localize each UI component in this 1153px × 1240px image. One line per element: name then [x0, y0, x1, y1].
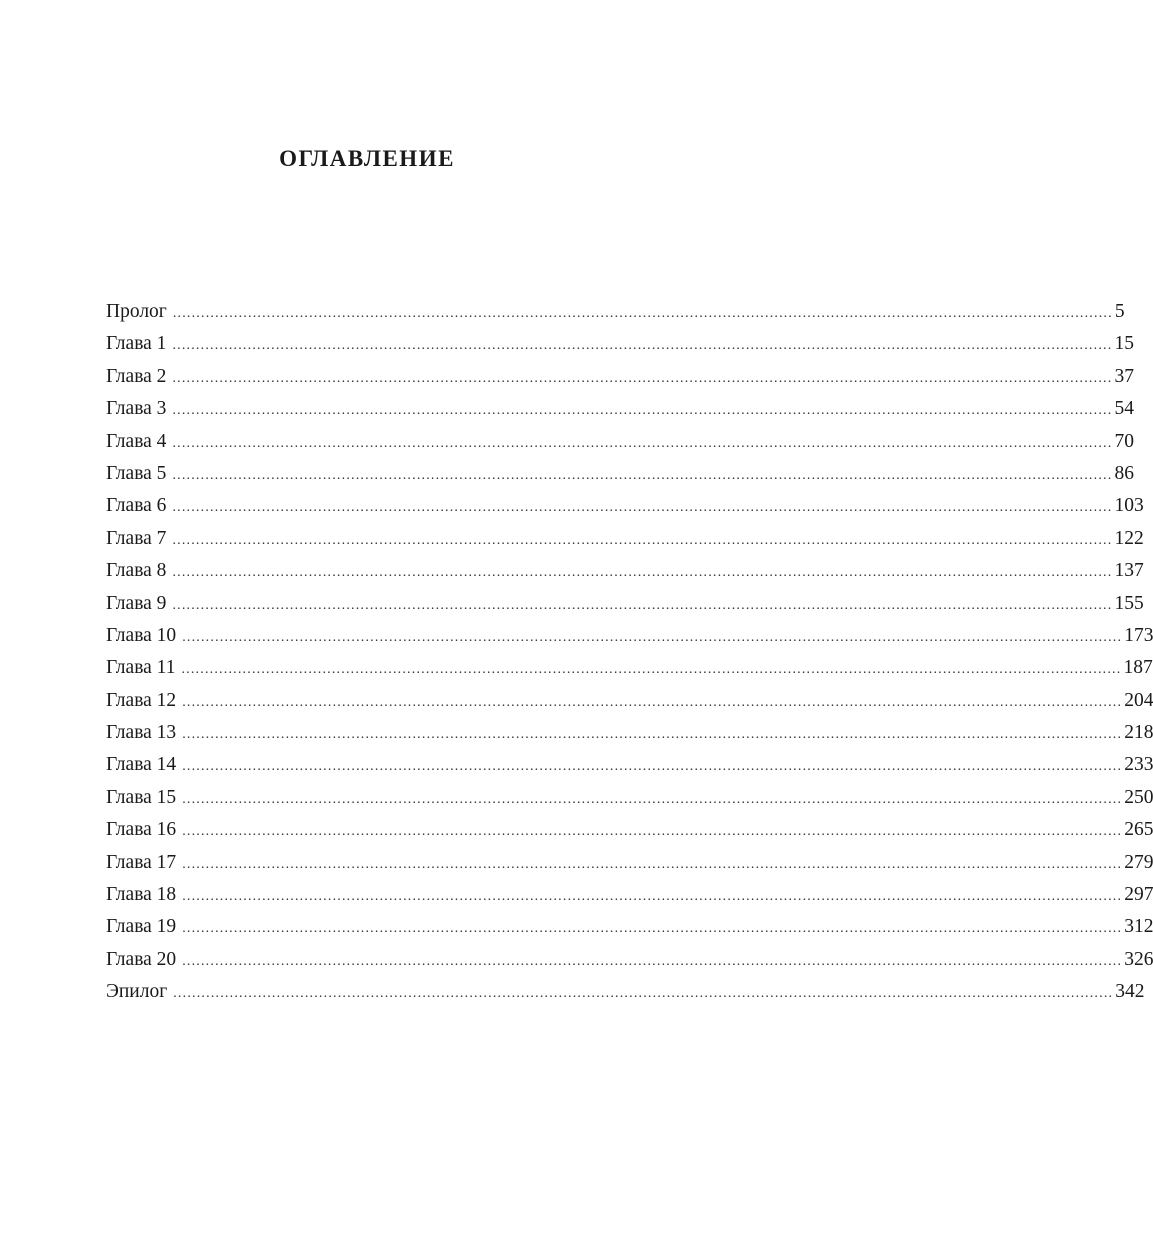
toc-entry-label: Глава 16: [106, 819, 177, 841]
dot-leader: ........................................................................................................................................................................................................: [182, 629, 1123, 645]
toc-entry-label: Глава 10: [106, 624, 177, 646]
toc-entry-page: 155: [1114, 592, 1144, 614]
toc-entry-label: Глава 3: [106, 398, 167, 420]
dot-leader: ........................................................................................................................................................................................................: [182, 694, 1123, 710]
toc-entry[interactable]: [106, 296, 1125, 328]
toc-entry-label: Глава 8: [106, 560, 167, 582]
toc-entry-label: Глава 6: [106, 495, 167, 517]
dot-leader: ........................................................................................................................................................................................................: [182, 953, 1123, 969]
toc-entry[interactable]: [106, 749, 1153, 781]
dot-leader: ........................................................................................................................................................................................................: [182, 727, 1123, 743]
page-title: ОГЛАВЛЕНИЕ: [279, 146, 455, 171]
toc-entry[interactable]: [106, 685, 1153, 717]
dot-leader: ........................................................................................................................................................................................................: [182, 889, 1123, 905]
toc-entry-page: 103: [1114, 495, 1144, 517]
toc-entry[interactable]: [106, 588, 1144, 620]
toc-entry-label: Глава 19: [106, 916, 177, 938]
toc-entry-page: 137: [1114, 560, 1144, 582]
toc-entry-page: 312: [1124, 916, 1153, 938]
table-of-contents: [106, 296, 1153, 1009]
toc-entry-page: 326: [1124, 948, 1153, 970]
toc-entry-page: 233: [1124, 754, 1153, 776]
dot-leader: ........................................................................................................................................................................................................: [182, 824, 1123, 840]
toc-entry-label: Глава 7: [106, 527, 167, 549]
toc-entry-page: 122: [1114, 527, 1144, 549]
dot-leader: ........................................................................................................................................................................................................: [172, 403, 1113, 419]
toc-entry-page: 279: [1124, 851, 1153, 873]
toc-entry[interactable]: [106, 717, 1153, 749]
toc-entry[interactable]: [106, 782, 1153, 814]
toc-entry[interactable]: [106, 555, 1144, 587]
toc-entry-label: Глава 20: [106, 948, 177, 970]
toc-entry-label: Глава 9: [106, 592, 167, 614]
toc-entry-page: 173: [1124, 624, 1153, 646]
toc-entry[interactable]: [106, 652, 1153, 684]
toc-entry[interactable]: [106, 847, 1153, 879]
toc-entry[interactable]: [106, 426, 1134, 458]
dot-leader: ........................................................................................................................................................................................................: [172, 467, 1113, 483]
dot-leader: ........................................................................................................................................................................................................: [172, 370, 1113, 386]
toc-entry-label: Эпилог: [106, 981, 168, 1003]
dot-leader: ........................................................................................................................................................................................................: [173, 986, 1114, 1002]
toc-entry-page: 297: [1124, 884, 1153, 906]
toc-entry-page: 37: [1114, 365, 1134, 387]
dot-leader: ........................................................................................................................................................................................................: [172, 597, 1113, 613]
dot-leader: ........................................................................................................................................................................................................: [172, 306, 1113, 321]
toc-entry-page: 265: [1124, 819, 1153, 841]
dot-leader: ........................................................................................................................................................................................................: [172, 532, 1113, 548]
toc-entry[interactable]: [106, 490, 1144, 522]
toc-entry-label: Глава 13: [106, 722, 177, 744]
toc-entry-page: 86: [1114, 462, 1134, 484]
toc-entry-label: Глава 11: [106, 657, 176, 679]
dot-leader: ........................................................................................................................................................................................................: [182, 856, 1123, 872]
toc-entry-label: Глава 1: [106, 333, 167, 355]
dot-leader: ........................................................................................................................................................................................................: [182, 921, 1123, 937]
toc-entry[interactable]: [106, 523, 1144, 555]
toc-entry-label: Глава 4: [106, 430, 167, 452]
dot-leader: ........................................................................................................................................................................................................: [172, 500, 1113, 516]
toc-entry-page: 250: [1124, 786, 1153, 808]
toc-entry-page: 342: [1115, 981, 1145, 1003]
dot-leader: ........................................................................................................................................................................................................: [172, 435, 1113, 451]
toc-entry-page: 187: [1123, 657, 1153, 679]
toc-entry[interactable]: [106, 620, 1153, 652]
toc-entry-label: Глава 18: [106, 884, 177, 906]
toc-entry-label: Пролог: [106, 301, 167, 322]
dot-leader: ........................................................................................................................................................................................................: [182, 791, 1123, 807]
toc-entry[interactable]: [106, 361, 1134, 393]
dot-leader: ........................................................................................................................................................................................................: [181, 662, 1122, 678]
toc-entry-page: 15: [1114, 333, 1134, 355]
toc-entry-page: 5: [1114, 301, 1125, 322]
toc-entry-label: Глава 14: [106, 754, 177, 776]
toc-entry[interactable]: [106, 976, 1145, 1008]
toc-entry[interactable]: [106, 814, 1153, 846]
toc-entry-label: Глава 2: [106, 365, 167, 387]
toc-entry[interactable]: [106, 879, 1153, 911]
toc-entry-page: 54: [1114, 398, 1134, 420]
toc-entry[interactable]: [106, 458, 1134, 490]
toc-entry-label: Глава 15: [106, 786, 177, 808]
dot-leader: ........................................................................................................................................................................................................: [172, 338, 1113, 354]
toc-entry-page: 204: [1124, 689, 1153, 711]
toc-entry-page: 218: [1124, 722, 1153, 744]
toc-entry-page: 70: [1114, 430, 1134, 452]
dot-leader: ........................................................................................................................................................................................................: [172, 565, 1113, 581]
toc-entry-label: Глава 17: [106, 851, 177, 873]
toc-entry[interactable]: [106, 944, 1153, 976]
toc-entry[interactable]: [106, 328, 1134, 360]
toc-entry-label: Глава 12: [106, 689, 177, 711]
toc-entry-label: Глава 5: [106, 462, 167, 484]
toc-entry[interactable]: [106, 393, 1134, 425]
dot-leader: ........................................................................................................................................................................................................: [182, 759, 1123, 775]
toc-entry[interactable]: [106, 911, 1153, 943]
